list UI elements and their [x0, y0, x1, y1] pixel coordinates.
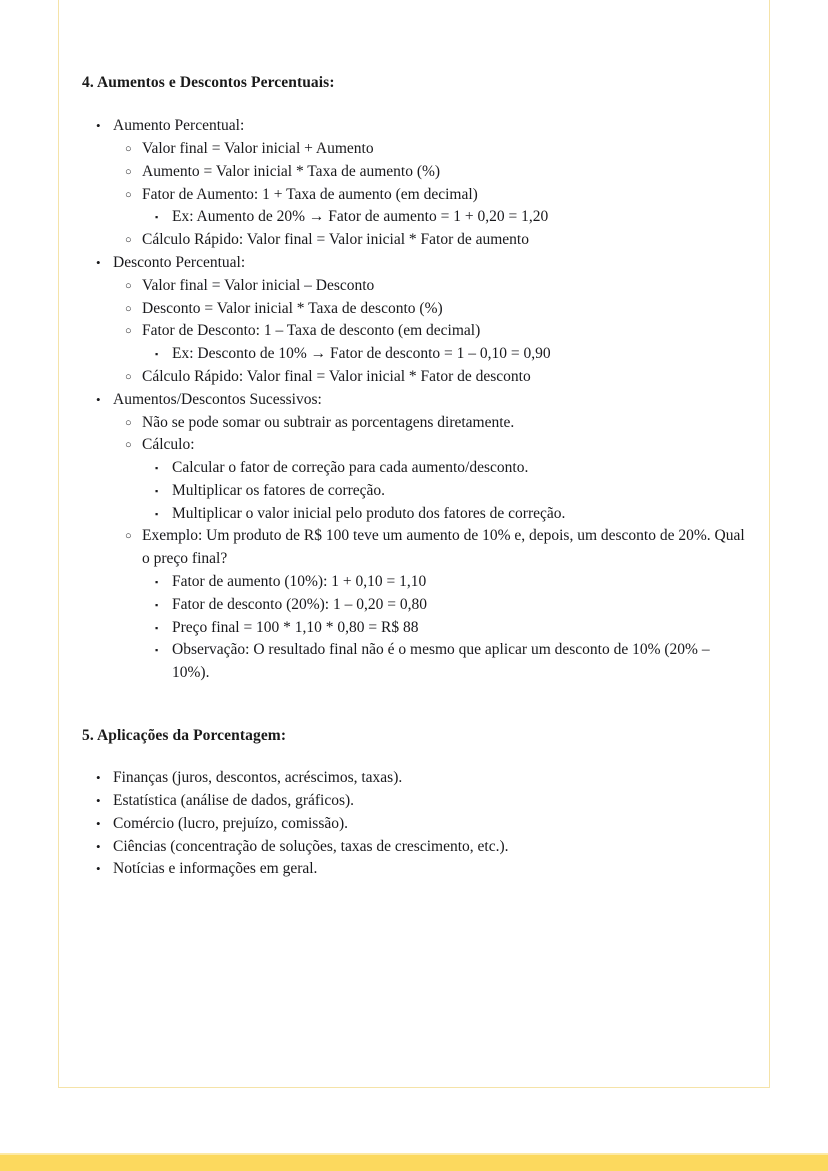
- bullet-circle-icon: ○: [125, 302, 132, 315]
- list-item-row: [82, 115, 748, 138]
- list-item-row: [82, 639, 748, 685]
- section-heading: 5. Aplicações da Porcentagem:: [82, 727, 287, 745]
- bullet-disc-icon: •: [96, 815, 101, 831]
- bullet-disc-icon: •: [96, 391, 101, 407]
- list-item: [82, 457, 748, 480]
- list-item: [82, 480, 748, 503]
- list-item-label: Cálculo:: [142, 436, 195, 454]
- list-item-label: Cálculo Rápido: Valor final = Valor inicial * Fator de desconto: [142, 367, 531, 385]
- list-item-row: [82, 161, 748, 184]
- list-level-2: [82, 275, 748, 389]
- bullet-square-icon: ▪: [155, 622, 159, 633]
- list-level-3: [82, 571, 748, 685]
- list-item-label: Fator de Desconto: 1 – Taxa de desconto (em decimal): [142, 322, 481, 340]
- list-item: [82, 161, 748, 184]
- list-item-row: [82, 366, 748, 389]
- list-item-row: [82, 389, 748, 412]
- list-item-label: Valor final = Valor inicial + Aumento: [142, 139, 374, 157]
- list-level-2: [82, 138, 748, 252]
- list-item: [82, 138, 748, 161]
- bullet-square-icon: ▪: [155, 599, 159, 610]
- list-item-row: [82, 138, 748, 161]
- list-item-label: Fator de desconto (20%): 1 – 0,20 = 0,80: [172, 595, 427, 613]
- list-item-label: Ex: Aumento de 20% → Fator de aumento = 1 + 0,20 = 1,20: [172, 208, 549, 226]
- bullet-disc-icon: •: [96, 861, 101, 877]
- list-level-1: [82, 115, 748, 685]
- bullet-disc-icon: •: [96, 838, 101, 854]
- list-item-row: [82, 412, 748, 435]
- bullet-circle-icon: ○: [125, 279, 132, 292]
- bottom-accent-bar: [0, 1155, 828, 1171]
- list-item-row: [82, 813, 748, 836]
- list-item-row: [82, 594, 748, 617]
- list-item-label: Aumento = Valor inicial * Taxa de aumento (%): [142, 162, 441, 180]
- list-item-label: Finanças (juros, descontos, acréscimos, taxas).: [113, 769, 403, 787]
- bullet-circle-icon: ○: [125, 165, 132, 178]
- list-item-label: Exemplo: Um produto de R$ 100 teve um aumento de 10% e, depois, um desconto de 20%. Qual o preço final?: [142, 527, 745, 568]
- document-page-card: [58, 0, 770, 1088]
- list-item: [82, 206, 748, 229]
- list-item-label: Preço final = 100 * 1,10 * 0,80 = R$ 88: [172, 618, 419, 636]
- list-item: [82, 858, 748, 881]
- list-item: [82, 813, 748, 836]
- list-item: [82, 184, 748, 230]
- list-item-row: [82, 790, 748, 813]
- list-item-row: [82, 836, 748, 859]
- list-item: [82, 115, 748, 252]
- list-item: [82, 836, 748, 859]
- list-item: [82, 366, 748, 389]
- list-item-label: Ciências (concentração de soluções, taxas de crescimento, etc.).: [113, 837, 509, 855]
- list-level-3: [82, 457, 748, 525]
- list-item: [82, 343, 748, 366]
- list-item-row: [82, 252, 748, 275]
- list-item-label: Multiplicar o valor inicial pelo produto dos fatores de correção.: [172, 504, 566, 522]
- bullet-disc-icon: •: [96, 770, 101, 786]
- list-item-row: [82, 343, 748, 366]
- list-item-label: Não se pode somar ou subtrair as porcentagens diretamente.: [142, 413, 515, 431]
- list-item-row: [82, 767, 748, 790]
- bullet-square-icon: ▪: [155, 463, 159, 474]
- bullet-circle-icon: ○: [125, 325, 132, 338]
- list-item-label: Multiplicar os fatores de correção.: [172, 481, 386, 499]
- list-item-row: [82, 206, 748, 229]
- list-item: [82, 767, 748, 790]
- bullet-disc-icon: •: [96, 793, 101, 808]
- list-item: [82, 434, 748, 525]
- bullet-square-icon: ▪: [155, 485, 159, 496]
- bullet-square-icon: ▪: [155, 508, 159, 519]
- list-item-label: Valor final = Valor inicial – Desconto: [142, 276, 375, 294]
- list-item: [82, 229, 748, 252]
- document-content: [82, 73, 748, 881]
- list-item: [82, 275, 748, 298]
- list-item-row: [82, 525, 748, 571]
- list-item-label: Desconto = Valor inicial * Taxa de desconto (%): [142, 299, 443, 317]
- bullet-square-icon: ▪: [155, 349, 159, 360]
- bullet-circle-icon: ○: [125, 416, 132, 429]
- list-item: [82, 525, 748, 685]
- list-item: [82, 320, 748, 366]
- list-item-label: Fator de aumento (10%): 1 + 0,10 = 1,10: [172, 573, 427, 591]
- list-item-row: [82, 229, 748, 252]
- list-item-row: [82, 434, 748, 457]
- list-item-label: Observação: O resultado final não é o mesmo que aplicar um desconto de 10% (20% – 10%).: [172, 641, 710, 682]
- list-item-label: Notícias e informações em geral.: [113, 860, 318, 878]
- list-item: [82, 503, 748, 526]
- list-item-label: Desconto Percentual:: [113, 253, 246, 271]
- list-item: [82, 252, 748, 389]
- document-page-inner: [59, 0, 769, 1087]
- bullet-circle-icon: ○: [125, 530, 132, 543]
- list-item: [82, 617, 748, 640]
- list-item-row: [82, 617, 748, 640]
- list-item-row: [82, 503, 748, 526]
- list-item-row: [82, 858, 748, 881]
- list-item-label: Estatística (análise de dados, gráficos).: [113, 792, 355, 809]
- list-item: [82, 298, 748, 321]
- bullet-circle-icon: ○: [125, 439, 132, 452]
- list-item-label: Calcular o fator de correção para cada aumento/desconto.: [172, 459, 529, 477]
- bullet-disc-icon: •: [96, 254, 101, 270]
- list-item-label: Aumentos/Descontos Sucessivos:: [113, 390, 322, 408]
- list-item-label: Aumento Percentual:: [113, 117, 245, 135]
- section-heading: 4. Aumentos e Descontos Percentuais:: [82, 74, 335, 91]
- list-item-label: Fator de Aumento: 1 + Taxa de aumento (em decimal): [142, 185, 478, 203]
- bullet-circle-icon: ○: [125, 234, 132, 247]
- list-item-row: [82, 480, 748, 503]
- list-item-row: [82, 275, 748, 298]
- list-item-row: [82, 571, 748, 594]
- list-level-1: [82, 767, 748, 881]
- list-item: [82, 389, 748, 685]
- bullet-circle-icon: ○: [125, 142, 132, 155]
- list-item: [82, 594, 748, 617]
- list-item-row: [82, 457, 748, 480]
- bullet-circle-icon: ○: [125, 188, 132, 201]
- list-item: [82, 571, 748, 594]
- list-item: [82, 412, 748, 435]
- sections-container: [82, 73, 748, 881]
- list-level-3: [82, 206, 748, 229]
- list-item-label: Comércio (lucro, prejuízo, comissão).: [113, 814, 349, 832]
- list-item-label: Ex: Desconto de 10% → Fator de desconto = 1 – 0,10 = 0,90: [172, 345, 551, 363]
- bullet-square-icon: ▪: [155, 212, 159, 223]
- list-item-row: [82, 320, 748, 343]
- list-item-row: [82, 298, 748, 321]
- bullet-disc-icon: •: [96, 118, 101, 134]
- bullet-circle-icon: ○: [125, 370, 132, 383]
- list-level-3: [82, 343, 748, 366]
- list-item-label: Cálculo Rápido: Valor final = Valor inicial * Fator de aumento: [142, 231, 529, 249]
- list-level-2: [82, 412, 748, 686]
- list-item: [82, 639, 748, 685]
- list-item: [82, 790, 748, 813]
- bullet-square-icon: ▪: [155, 577, 159, 588]
- list-item-row: [82, 184, 748, 207]
- bullet-square-icon: ▪: [155, 645, 159, 656]
